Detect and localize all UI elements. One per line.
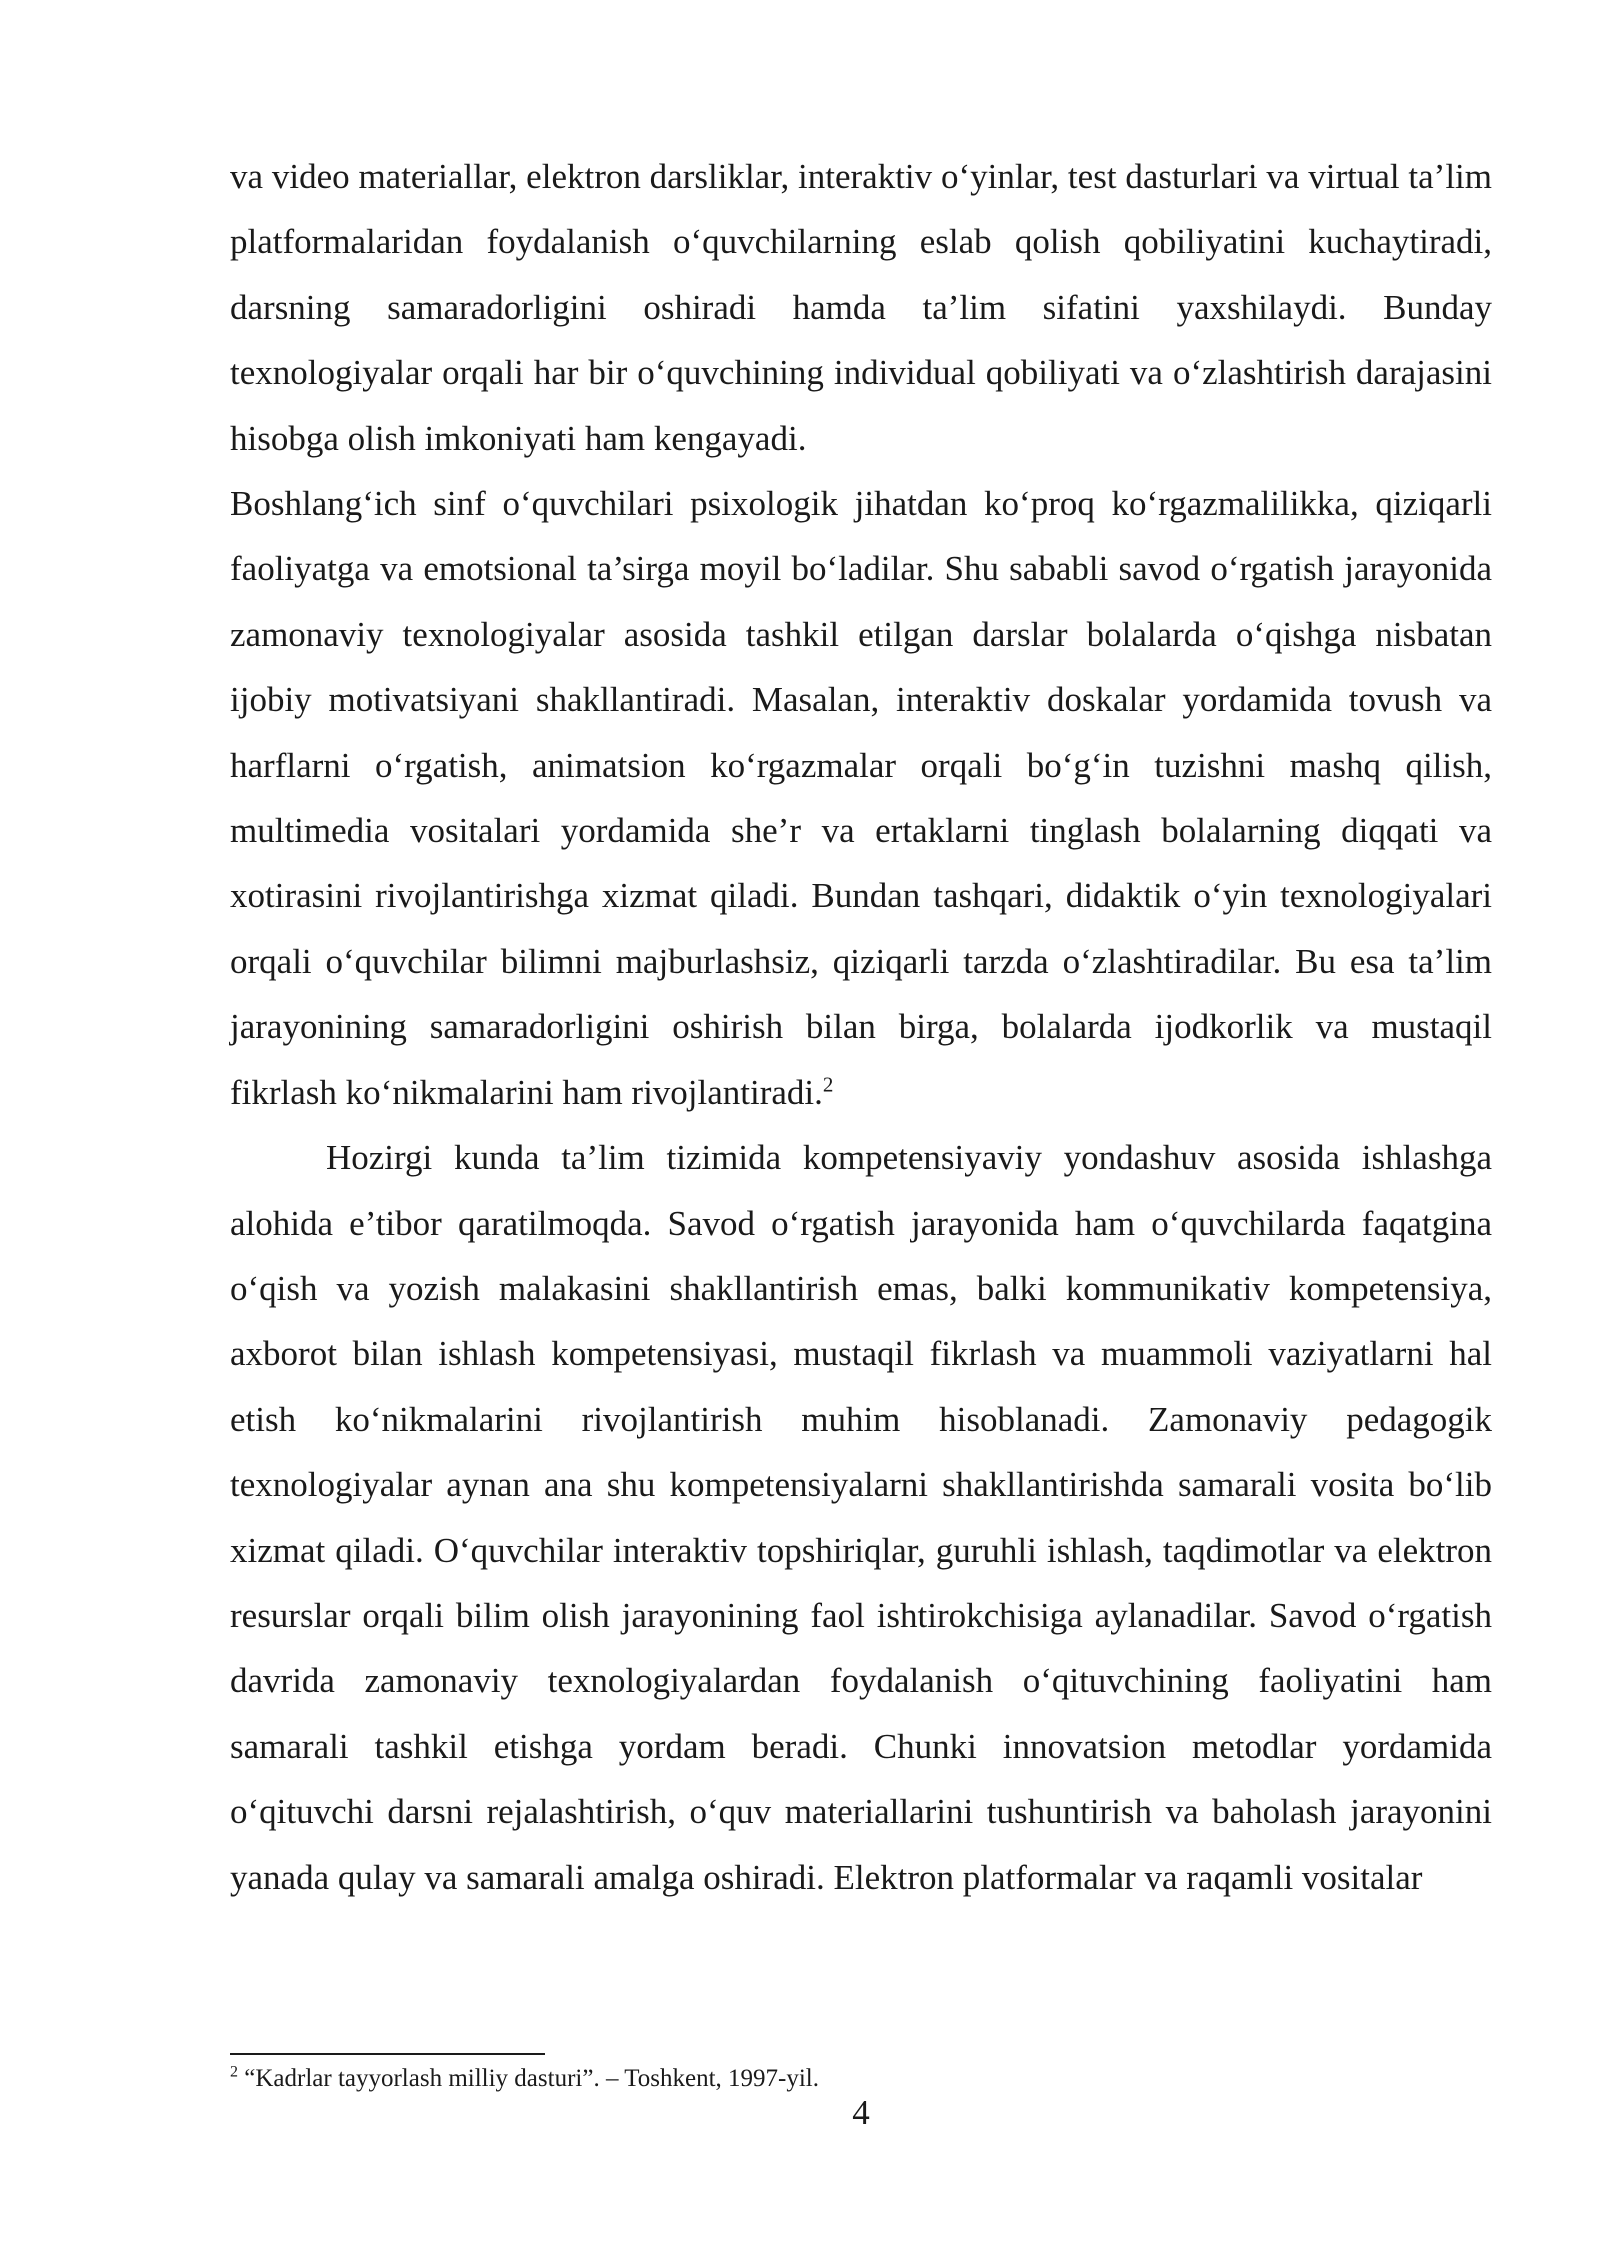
footnote-separator xyxy=(230,2053,545,2055)
footnote xyxy=(230,2061,1492,2097)
page-number: 4 xyxy=(852,2093,870,2132)
footnote-text: “Kadrlar tayyorlash milliy dasturi”. – Toshkent, 1997-yil. xyxy=(244,2065,820,2092)
footnote-mark: 2 xyxy=(230,2063,238,2081)
body-paragraph-1 xyxy=(230,144,1492,471)
paragraph-2-text: Boshlang‘ich sinf o‘quvchilari psixologik jihatdan ko‘proq ko‘rgazmalilikka, qiziqarli faoliyatga va emotsional ta’sirga moyil bo‘ladilar. Shu sababli savod o‘rgatish jarayonida zamonaviy texnologiyalar asosida tashkil etilgan darslar bolalarda o‘qishga nisbatan ijobiy motivatsiyani shakllantiradi. Masalan, interaktiv doskalar yordamida tovush va harflarni o‘rgatish, animatsion ko‘rgazmalar orqali bo‘g‘in tuzishni mashq qilish, multimedia vositalari yordamida she’r va ertaklarni tinglash bolalarning diqqati va xotirasini rivojlantirishga xizmat qiladi. Bundan tashqari, didaktik o‘yin texnologiyalari orqali o‘quvchilar bilimni majburlashsiz, qiziqarli tarzda o‘zlashtiradilar. Bu esa ta’lim jarayonining samaradorligini oshirish bilan birga, bolalarda ijodkorlik va mustaqil fikrlash ko‘nikmalarini ham rivojlantiradi. xyxy=(230,484,1492,1112)
footnote-reference[interactable]: 2 xyxy=(822,1072,834,1097)
body-paragraph-2 xyxy=(230,471,1492,1125)
page-body xyxy=(230,144,1492,1910)
paragraph-1-text: va video materiallar, elektron darsliklar, interaktiv o‘yinlar, test dasturlari va virtual ta’lim platformalaridan foydalanish o‘quvchilarning eslab qolish qobiliyatini kuchaytiradi, darsning samaradorligini oshiradi hamda ta’lim sifatini yaxshilaydi. Bunday texnologiyalar orqali har bir o‘quvchining individual qobiliyati va o‘zlashtirish darajasini hisobga olish imkoniyati ham kengayadi. xyxy=(230,157,1492,458)
paragraph-3-text: Hozirgi kunda ta’lim tizimida kompetensiyaviy yondashuv asosida ishlashga alohida e’tibor qaratilmoqda. Savod o‘rgatish jarayonida ham o‘quvchilarda faqatgina o‘qish va yozish malakasini shakllantirish emas, balki kommunikativ kompetensiya, axborot bilan ishlash kompetensiyasi, mustaqil fikrlash va muammoli vaziyatlarni hal etish ko‘nikmalarini rivojlantirish muhim hisoblanadi. Zamonaviy pedagogik texnologiyalar aynan ana shu kompetensiyalarni shakllantirishda samarali vosita bo‘lib xizmat qiladi. O‘quvchilar interaktiv topshiriqlar, guruhli ishlash, taqdimotlar va elektron resurslar orqali bilim olish jarayonining faol ishtirokchisiga aylanadilar. Savod o‘rgatish davrida zamonaviy texnologiyalardan foydalanish o‘qituvchining faoliyatini ham samarali tashkil etishga yordam beradi. Chunki innovatsion metodlar yordamida o‘qituvchi darsni rejalashtirish, o‘quv materiallarini tushuntirish va baholash jarayonini yanada qulay va samarali amalga oshiradi. Elektron platformalar va raqamli vositalar xyxy=(230,1138,1492,1897)
body-paragraph-3 xyxy=(230,1125,1492,1910)
